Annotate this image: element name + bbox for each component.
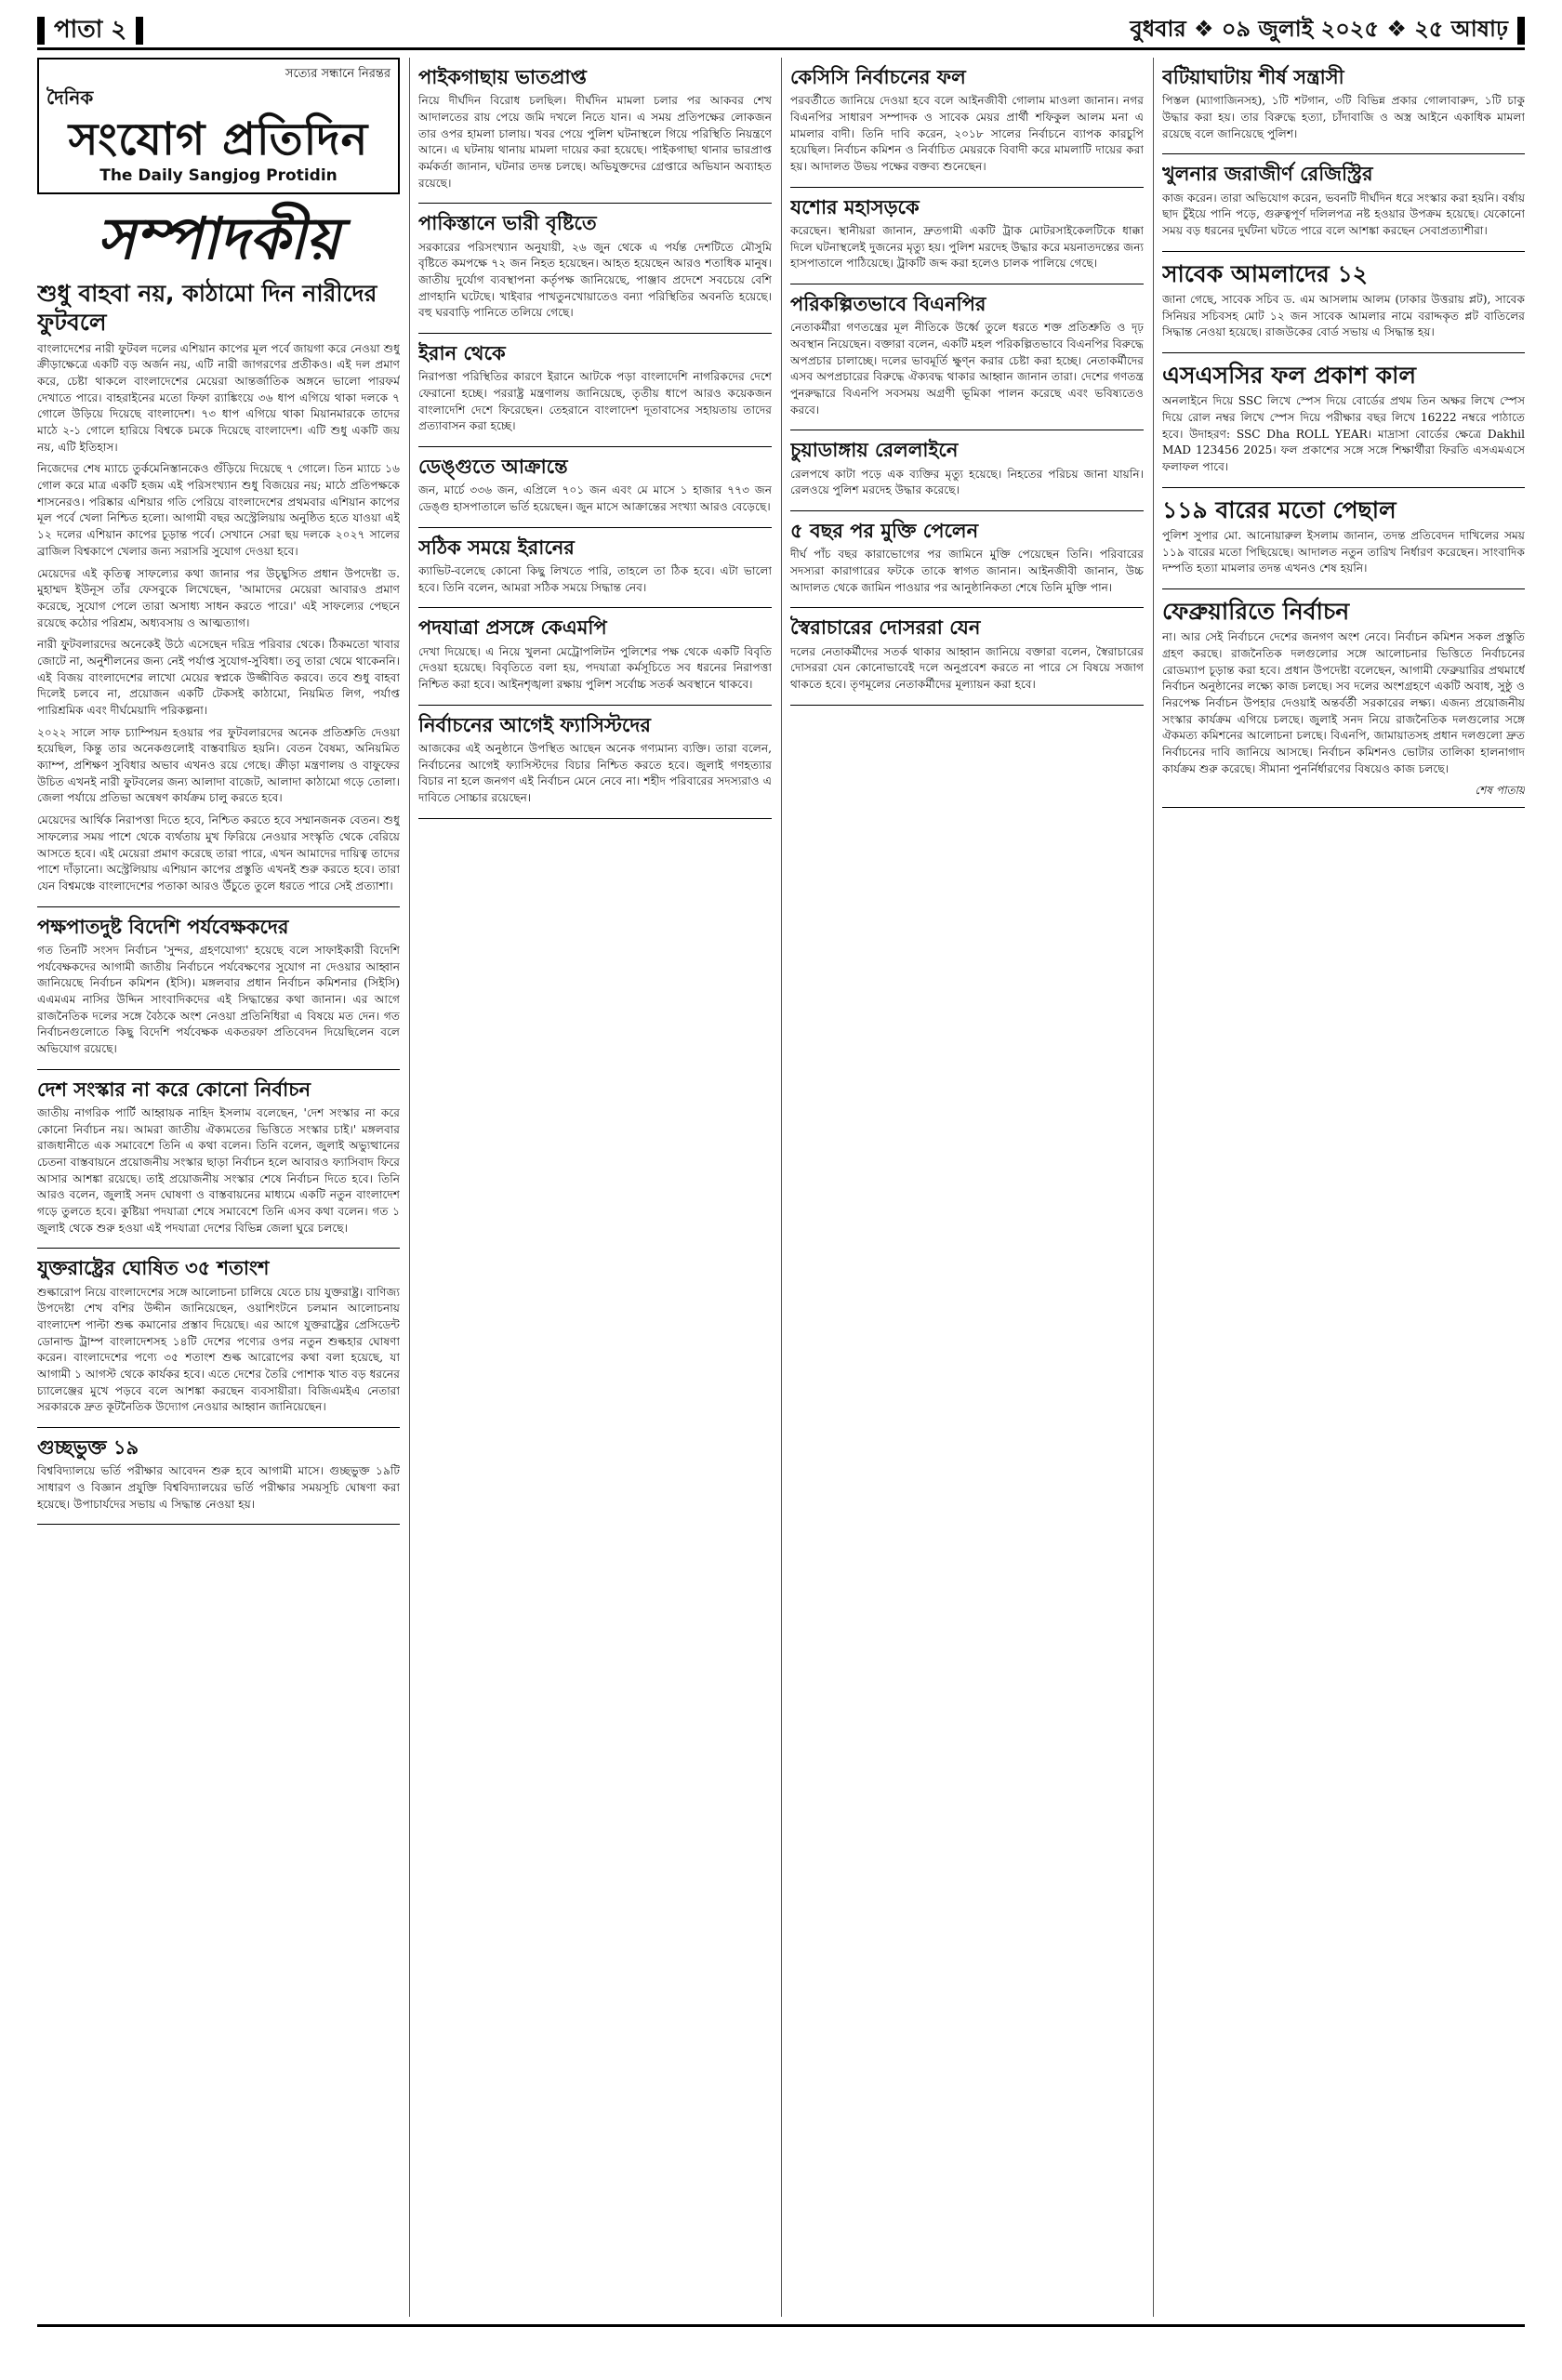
news-story xyxy=(790,292,1144,430)
column-rule xyxy=(1153,58,1154,2317)
story-body: জানা গেছে, সাবেক সচিব ড. এম আসলাম আলম (ঢাকার উত্তরায় প্লট), সাবেক সিনিয়র সচিবসহ মোট ১২ জন সাবেক আমলার নামে বরাদ্দকৃত প্লট বাতিলের সিদ্ধান্ত নেওয়া হয়েছে। রাজউকের বোর্ড সভায় এ সিদ্ধান্ত হয়। xyxy=(1162,292,1525,339)
story-headline: ৫ বছর পর মুক্তি পেলেন xyxy=(790,520,979,542)
story-body: পুলিশ সুপার মো. আনোয়ারুল ইসলাম জানান, তদন্ত প্রতিবেদন দাখিলের সময় ১১৯ বারের মতো পিছিয়েছে। আদালত নতুন তারিখ নির্ধারণ করেছেন। সাংবাদিক দম্পতি হত্যা মামলার তদন্ত এখনও শেষ হয়নি। xyxy=(1162,528,1525,575)
story-body: জন, মার্চে ৩৩৬ জন, এপ্রিলে ৭০১ জন এবং মে মাসে ১ হাজার ৭৭৩ জন ডেঙ্গু হাসপাতালে ভর্তি হয়েছেন। জুন মাসে আক্রান্তের সংখ্যা আরও বেড়েছে। xyxy=(418,483,772,513)
story-headline: পাইকগাছায় ভাতপ্রাপ্ত xyxy=(418,66,587,88)
date-bar xyxy=(1517,17,1525,45)
news-story xyxy=(418,536,772,609)
editorial-paragraph: বাংলাদেশের নারী ফুটবল দলের এশিয়ান কাপের মূল পর্বে জায়গা করে নেওয়া শুধু ক্রীড়াক্ষেত্রে একটি বড় অর্জন নয়, এটি নারী জাগরণের প্রতীকও। এই দল প্রমাণ করে, চেষ্টা থাকলে বাংলাদেশের মেয়েরা আন্তর্জাতিক অঙ্গনে ভালো পারফর্ম দেখাতে পারে। বাহরাইনের মতো ফিফা র‍্যাঙ্কিংয়ে ৩৬ ধাপ এগিয়ে থাকা দলকে ৭ গোলে উড়িয়ে দিয়েছে বাংলাদেশ। ৭৩ ধাপ এগিয়ে থাকা মিয়ানমারকে তাদের মাঠে ২-১ গোলে হারিয়ে বিশ্বকে চমকে দিয়েছে বাংলাদেশ। এটি শুধু একটি জয় নয়, এটি ইতিহাস। xyxy=(37,341,400,454)
story-body: ক্যাভিট-বলেছে কোনো কিছু লিখতে পারি, তাহলে তা ঠিক হবে। এটা ভালো হবে। তিনি বলেন, আমরা সঠিক সময়ে সিদ্ধান্ত নেব। xyxy=(418,563,772,594)
masthead-english: The Daily Sangjog Protidin xyxy=(99,165,338,185)
news-story xyxy=(1162,496,1525,589)
editorial-story xyxy=(37,279,400,907)
news-story xyxy=(1162,162,1525,251)
running-header xyxy=(37,13,1525,50)
column-rule xyxy=(409,58,410,2317)
story-body: দলের নেতাকর্মীদের সতর্ক থাকার আহ্বান জানিয়ে বক্তারা বলেন, স্বৈরাচারের দোসররা যেন কোনোভাবেই দলে অনুপ্রবেশ করতে না পারে সে বিষয়ে সজাগ থাকতে হবে। তৃণমূলের নেতাকর্মীদের মূল্যায়ন করা হবে। xyxy=(790,644,1144,691)
masthead-title: সংযোগ প্রতিদিন xyxy=(68,113,369,165)
story-body: অনলাইনে দিয়ে SSC লিখে স্পেস দিয়ে বোর্ডের প্রথম তিন অক্ষর লিখে স্পেস দিয়ে রোল নম্বর লিখে স্পেস দিয়ে পরীক্ষার বছর লিখে 16222 নম্বরে পাঠাতে হবে। উদাহরণ: SSC Dha ROLL YEAR। মাদ্রাসা বোর্ডের ক্ষেত্রে Dakhil MAD 123456 2025। ফল প্রকাশের সঙ্গে সঙ্গে শিক্ষার্থীরা ফিরতি এসএমএসে ফলাফল পাবে। xyxy=(1162,394,1525,473)
column-rule xyxy=(781,58,782,2317)
story-headline: যশোর মহাসড়কে xyxy=(790,195,920,218)
story-headline: দেশ সংস্কার না করে কোনো নির্বাচন xyxy=(37,1078,311,1101)
news-story xyxy=(418,455,772,528)
column-4 xyxy=(1162,58,1525,2317)
story-headline: খুলনার জরাজীর্ণ রেজিস্ট্রির xyxy=(1162,163,1373,186)
news-story xyxy=(418,65,772,204)
story-headline: ১১৯ বারের মতো পেছাল xyxy=(1162,496,1397,523)
story-body: দীর্ঘ পাঁচ বছর কারাভোগের পর জামিনে মুক্তি পেয়েছেন তিনি। পরিবারের সদস্যরা কারাগারের ফটকে তাকে স্বাগত জানান। আইনজীবী জানান, উচ্চ আদালত থেকে জামিন পাওয়ার পর আনুষ্ঠানিকতা শেষে তিনি মুক্তি পান। xyxy=(790,548,1144,594)
news-story xyxy=(1162,361,1525,488)
column-1 xyxy=(37,58,400,2317)
news-story xyxy=(418,341,772,447)
date-text: বুধবার ❖ ০৯ জুলাই ২০২৫ ❖ ২৫ আষাঢ় xyxy=(1130,15,1508,42)
story-body: দেখা দিয়েছে। এ নিয়ে খুলনা মেট্রোপলিটন পুলিশের পক্ষ থেকে একটি বিবৃতি দেওয়া হয়েছে। বিবৃতিতে বলা হয়, পদযাত্রা কর্মসূচিতে সব ধরনের নিরাপত্তা নিশ্চিত করা হবে। আইনশৃঙ্খলা রক্ষায় পুলিশ সর্বোচ্চ সতর্ক অবস্থানে থাকবে। xyxy=(418,644,772,691)
story-body: রেলপথে কাটা পড়ে এক ব্যক্তির মৃত্যু হয়েছে। নিহতের পরিচয় জানা যায়নি। রেলওয়ে পুলিশ মরদেহ উদ্ধার করেছে। xyxy=(790,467,1144,497)
news-story xyxy=(790,65,1144,188)
story-headline: ফেব্রুয়ারিতে নির্বাচন xyxy=(1162,597,1350,625)
story-headline: ইরান থেকে xyxy=(418,342,506,365)
story-body: কাজ করেন। তারা অভিযোগ করেন, ভবনটি দীর্ঘদিন ধরে সংস্কার করা হয়নি। বর্ষায় ছাদ চুঁইয়ে পানি পড়ে, গুরুত্বপূর্ণ দলিলপত্র নষ্ট হওয়ার উপক্রম হয়েছে। যেকোনো সময় বড় ধরনের দুর্ঘটনা ঘটতে পারে বলে আশঙ্কা করছেন সেবাপ্রত্যাশীরা। xyxy=(1162,191,1525,237)
page-label: পাতা ২ xyxy=(54,15,127,44)
editorial-paragraph: মেয়েদের আর্থিক নিরাপত্তা দিতে হবে, নিশ্চিত করতে হবে সম্মানজনক বেতন। শুধু সাফল্যের সময় পাশে থেকে ব্যর্থতায় মুখ ফিরিয়ে নেওয়ার সংস্কৃতি থেকে বেরিয়ে আসতে হবে। এই মেয়েরা প্রমাণ করেছে তারা পারে, এখন আমাদের দায়িত্ব তাদের পাশে দাঁড়ানো। অস্ট্রেলিয়ায় এশিয়ান কাপের প্রস্তুতি এখনই শুরু করতে হবে। তারা যেন বিশ্বমঞ্চে বাংলাদেশের পতাকা আরও উঁচুতে তুলে ধরতে পারে সেই প্রত্যাশা। xyxy=(37,813,400,892)
story-headline: বটিয়াঘাটায় শীর্ষ সন্ত্রাসী xyxy=(1162,66,1344,88)
story-headline: যুক্তরাষ্ট্রের ঘোষিত ৩৫ শতাংশ xyxy=(37,1257,270,1280)
story-headline: এসএসসির ফল প্রকাশ কাল xyxy=(1162,361,1417,389)
news-story xyxy=(37,915,400,1070)
news-story xyxy=(790,615,1144,705)
news-story xyxy=(790,438,1144,511)
story-body: করেছেন। স্থানীয়রা জানান, দ্রুতগামী একটি ট্রাক মোটরসাইকেলটিকে ধাক্কা দিলে ঘটনাস্থলেই দুজনের মৃত্যু হয়। পুলিশ মরদেহ উদ্ধার করে ময়নাতদন্তের জন্য হাসপাতালে পাঠিয়েছে। ট্রাকটি জব্দ করা হলেও চালক পালিয়ে গেছে। xyxy=(790,223,1144,271)
story-headline: সাবেক আমলাদের ১২ xyxy=(1162,259,1368,287)
news-story xyxy=(37,1435,400,1525)
story-headline: নির্বাচনের আগেই ফ্যাসিস্টদের xyxy=(418,713,651,736)
masthead xyxy=(37,58,400,194)
editorial-paragraph: নারী ফুটবলারদের অনেকেই উঠে এসেছেন দরিদ্র পরিবার থেকে। ঠিকমতো খাবার জোটে না, অনুশীলনের জন্য নেই পর্যাপ্ত সুযোগ-সুবিধা। তবু তারা থেমে থাকেননি। এই বিজয় বাংলাদেশের লাখো মেয়ের স্বপ্নকে উজ্জীবিত করবে। তবে শুধু বাহবা দিলেই চলবে না, প্রয়োজন একটি টেকসই কাঠামো, নিয়মিত লিগ, পর্যাপ্ত পারিশ্রমিক এবং দীর্ঘমেয়াদি পরিকল্পনা। xyxy=(37,638,400,718)
story-body: নিরাপত্তা পরিস্থিতির কারণে ইরানে আটকে পড়া বাংলাদেশি নাগরিকদের দেশে ফেরানো হচ্ছে। পররাষ্ট্র মন্ত্রণালয় জানিয়েছে, তৃতীয় ধাপে আরও কয়েকজন বাংলাদেশি দেশে ফিরেছেন। তেহরানে বাংলাদেশ দূতাবাসের সহায়তায় তাদের প্রত্যাবাসন করা হচ্ছে। xyxy=(418,370,772,433)
story-headline: পরিকল্পিতভাবে বিএনপির xyxy=(790,293,986,315)
story-headline: পাকিস্তানে ভারী বৃষ্টিতে xyxy=(418,212,597,235)
masthead-tagline: সত্যের সন্ধানে নিরন্তর xyxy=(285,67,390,81)
story-headline: সঠিক সময়ে ইরানের xyxy=(418,536,575,559)
editorial-paragraph: মেয়েদের এই কৃতিত্ব সাফল্যের কথা জানার পর উচ্ছ্বসিত প্রধান উপদেষ্টা ড. মুহাম্মদ ইউনূস তাঁর ফেসবুকে লিখেছেন, 'আমাদের মেয়েরা আবারও প্রমাণ করেছে, সুযোগ পেলে তারা অসাধ্য সাধন করতে পারে।' এই সাফল্যের পেছনে রয়েছে কঠোর পরিশ্রম, অধ্যবসায় ও আত্মত্যাগ। xyxy=(37,566,400,629)
newspaper-page xyxy=(37,58,1525,2317)
story-body: পরবর্তীতে জানিয়ে দেওয়া হবে বলে আইনজীবী গোলাম মাওলা জানান। নগর বিএনপির সাধারণ সম্পাদক ও সাবেক মেয়র প্রার্থী শফিকুল আলম মনা এ মামলার বাদী। তিনি দাবি করেন, ২০১৮ সালের নির্বাচনে ব্যাপক কারচুপি হয়েছিল। নির্বাচন কমিশন ও নির্বাচিত মেয়রকে বিবাদী করে মামলাটি দায়ের করা হয়। আদালত উভয় পক্ষের বক্তব্য শুনেছেন। xyxy=(790,94,1144,173)
news-story xyxy=(1162,65,1525,154)
editorial-paragraph: নিজেদের শেষ ম্যাচে তুর্কমেনিস্তানকেও গুঁড়িয়ে দিয়েছে ৭ গোলে। তিন ম্যাচে ১৬ গোল করে মাত্র একটি হজম এই পরিসংখ্যান শুধু বিজয়ের নয়; মাঠে প্রতিপক্ষকে শাসনেরও। পরিষ্কার এশিয়ার গতি পেরিয়ে বাংলাদেশের প্রথমবার এশিয়ান কাপের মূল পর্বে খেলা নিশ্চিত হলো। আগামী বছর অস্ট্রেলিয়ায় অনুষ্ঠিত হতে যাওয়া এই ১২ দলের এশিয়ান কাপের চূড়ান্ত পর্বে। সেখানে সেরা ছয় দলকে ২০২৭ সালের ব্রাজিল বিশ্বকাপে খেলার জন্য সরাসরি সুযোগ দেওয়া হবে। xyxy=(37,462,400,558)
story-body: সরকারের পরিসংখ্যান অনুযায়ী, ২৬ জুন থেকে এ পর্যন্ত দেশটিতে মৌসুমি বৃষ্টিতে কমপক্ষে ৭২ জন নিহত হয়েছেন। আহত হয়েছেন আরও শতাধিক মানুষ। জাতীয় দুর্যোগ ব্যবস্থাপনা কর্তৃপক্ষ জানিয়েছে, পাঞ্জাব প্রদেশে সবচেয়ে বেশি প্রাণহানি ঘটেছে। খাইবার পাখতুনখোয়াতেও বন্যা পরিস্থিতির অবনতি হয়েছে। বহু ঘরবাড়ি পানিতে তলিয়ে গেছে। xyxy=(418,240,772,320)
issue-date xyxy=(1130,12,1525,49)
story-headline: স্বৈরাচারের দোসররা যেন xyxy=(790,616,981,640)
story-body: শুল্কারোপ নিয়ে বাংলাদেশের সঙ্গে আলোচনা চালিয়ে যেতে চায় যুক্তরাষ্ট্র। বাণিজ্য উপদেষ্টা শেখ বশির উদ্দীন জানিয়েছেন, ওয়াশিংটনে চলমান আলোচনায় বাংলাদেশ পাল্টা শুল্ক কমানোর প্রস্তাব দিয়েছে। এর আগে যুক্তরাষ্ট্রের প্রেসিডেন্ট ডোনাল্ড ট্রাম্প বাংলাদেশসহ ১৪টি দেশের পণ্যের ওপর নতুন শুল্কহার ঘোষণা করেন। বাংলাদেশের পণ্যে ৩৫ শতাংশ শুল্ক আরোপের কথা বলা হয়েছে, যা আগামী ১ আগস্ট থেকে কার্যকর হবে। এতে দেশের তৈরি পোশাক খাত বড় ধরনের চ্যালেঞ্জের মুখে পড়বে বলে আশঙ্কা করছেন ব্যবসায়ীরা। বিজিএমইএ নেতারা সরকারকে দ্রুত কূটনৈতিক উদ্যোগ নেওয়ার আহ্বান জানিয়েছেন। xyxy=(37,1285,400,1414)
news-story xyxy=(418,713,772,819)
story-headline: গুচ্ছভুক্ত ১৯ xyxy=(37,1436,139,1460)
column-3 xyxy=(790,58,1144,2317)
masthead-pre: দৈনিক xyxy=(46,86,94,109)
story-body: পিস্তল (ম্যাগাজিনসহ), ১টি শটগান, ৩টি বিভিন্ন প্রকার গোলাবারুদ, ১টি চাকু উদ্ধার করা হয়। তার বিরুদ্ধে হত্যা, চাঁদাবাজি ও অস্ত্র আইনে একাধিক মামলা রয়েছে বলে জানিয়েছে পুলিশ। xyxy=(1162,94,1525,140)
story-body: না। আর সেই নির্বাচনে দেশের জনগণ অংশ নেবে। নির্বাচন কমিশন সকল প্রস্তুতি গ্রহণ করছে। রাজনৈতিক দলগুলোর সঙ্গে আলোচনার ভিত্তিতে নির্বাচনের রোডম্যাপ চূড়ান্ত করা হবে। প্রধান উপদেষ্টা বলেছেন, আগামী ফেব্রুয়ারির প্রথমার্ধে নির্বাচন অনুষ্ঠানের লক্ষ্যে কাজ চলছে। সব দলের অংশগ্রহণে একটি অবাধ, সুষ্ঠু ও নিরপেক্ষ নির্বাচন উপহার দেওয়াই অন্তর্বর্তী সরকারের লক্ষ্য। এজন্য প্রয়োজনীয় সংস্কার কার্যক্রম এগিয়ে চলছে। জুলাই সনদ নিয়ে রাজনৈতিক দলগুলোর সঙ্গে ঐকমত্য কমিশনের আলোচনা চলছে। বিএনপি, জামায়াতসহ প্রধান দলগুলো দ্রুত নির্বাচনের দাবি জানিয়ে আসছে। নির্বাচন কমিশনও ভোটার তালিকা হালনাগাদ কার্যক্রম শুরু করেছে। সীমানা পুনর্নির্ধারণের বিষয়েও কাজ চলছে। xyxy=(1162,630,1525,775)
story-headline: পক্ষপাতদুষ্ট বিদেশি পর্যবেক্ষকদের xyxy=(37,915,289,938)
editorial-paragraph: ২০২২ সালে সাফ চ্যাম্পিয়ন হওয়ার পর ফুটবলারদের অনেক প্রতিশ্রুতি দেওয়া হয়েছিল, কিন্তু তার অনেকগুলোই বাস্তবায়িত হয়নি। বেতন বৈষম্য, অনিয়মিত ক্যাম্প, প্রশিক্ষণ সুবিধার অভাব এখনও রয়ে গেছে। ক্রীড়া মন্ত্রণালয় ও বাফুফের উচিত এখনই নারী ফুটবলের জন্য আলাদা বাজেট, আলাদা কাঠামো গড়ে তোলা। জেলা পর্যায়ে প্রতিভা অন্বেষণ কার্যক্রম চালু করতে হবে। xyxy=(37,725,400,805)
news-story xyxy=(37,1078,400,1250)
story-body: গত তিনটি সংসদ নির্বাচন 'সুন্দর, গ্রহণযোগ্য' হয়েছে বলে সাফাইকারী বিদেশি পর্যবেক্ষকদের আগামী জাতীয় নির্বাচনে পর্যবেক্ষণের সুযোগ না দেওয়ার আহ্বান জানিয়েছে নির্বাচন কমিশন (ইসি)। মঙ্গলবার প্রধান নির্বাচন কমিশনার (সিইসি) এএমএম নাসির উদ্দিন সাংবাদিকদের এই সিদ্ধান্তের কথা জানান। এর আগে রাজনৈতিক দলের সঙ্গে বৈঠকে অংশ নেওয়া প্রতিনিধিরা এ বিষয়ে মত দেন। গত নির্বাচনগুলোতে কিছু বিদেশি পর্যবেক্ষক একতরফা প্রতিবেদন দিয়েছিলেন বলে অভিযোগ রয়েছে। xyxy=(37,943,400,1055)
news-story xyxy=(1162,259,1525,353)
page-bar-left xyxy=(37,17,45,45)
news-story xyxy=(37,1256,400,1428)
story-headline: ডেঙ্গুতে আক্রান্তে xyxy=(418,456,568,479)
news-story xyxy=(418,211,772,334)
story-body: নিয়ে দীর্ঘদিন বিরোধ চলছিল। দীর্ঘদিন মামলা চলার পর আকবর শেখ আদালতের রায় পেয়ে জমি দখলে নিতে যান। এ সময় প্রতিপক্ষের লোকজন তার ওপর হামলা চালায়। খবর পেয়ে পুলিশ ঘটনাস্থলে গিয়ে পরিস্থিতি নিয়ন্ত্রণে আনে। এ ঘটনায় থানায় মামলা দায়ের করা হয়েছে। পাইকগাছা থানার ভারপ্রাপ্ত কর্মকর্তা জানান, ঘটনার তদন্ত চলছে। অভিযুক্তদের গ্রেপ্তারে অভিযান অব্যাহত রয়েছে। xyxy=(418,94,772,190)
story-headline: চুয়াডাঙ্গায় রেললাইনে xyxy=(790,439,959,462)
story-headline: পদযাত্রা প্রসঙ্গে কেএমপি xyxy=(418,616,607,640)
column-2 xyxy=(418,58,772,2317)
story-body: আজকের এই অনুষ্ঠানে উপস্থিত আছেন অনেক গণ্যমান্য ব্যক্তি। তারা বলেন, নির্বাচনের আগেই ফ্যাসিস্টদের বিচার নিশ্চিত করতে হবে। জুলাই গণহত্যার বিচার না হলে জনগণ এই নির্বাচন মেনে নেবে না। শহীদ পরিবারের সদস্যরাও এ দাবিতে সোচ্চার রয়েছেন। xyxy=(418,741,772,804)
page-bar-right xyxy=(136,17,143,45)
news-story xyxy=(418,615,772,705)
news-story xyxy=(790,519,1144,608)
news-story xyxy=(790,195,1144,284)
story-body: বিশ্ববিদ্যালয়ে ভর্তি পরীক্ষার আবেদন শুরু হবে আগামী মাসে। গুচ্ছভুক্ত ১৯টি সাধারণ ও বিজ্ঞান প্রযুক্তি বিশ্ববিদ্যালয়ের ভর্তি পরীক্ষার সময়সূচি ঘোষণা করা হয়েছে। উপাচার্যদের সভায় এ সিদ্ধান্ত নেওয়া হয়। xyxy=(37,1464,400,1511)
continued-note: শেষ পাতায় xyxy=(1475,784,1525,798)
story-body: জাতীয় নাগরিক পার্টি আহ্বায়ক নাহিদ ইসলাম বলেছেন, 'দেশ সংস্কার না করে কোনো নির্বাচন নয়। আমরা জাতীয় ঐক্যমতের ভিত্তিতে সংস্কার চাই।' মঙ্গলবার রাজধানীতে এক সমাবেশে তিনি এ কথা বলেন। তিনি বলেন, জুলাই অভ্যুত্থানের চেতনা বাস্তবায়নে প্রয়োজনীয় সংস্কার ছাড়া নির্বাচন হলে আবারও ফ্যাসিবাদ ফিরে আসার আশঙ্কা রয়েছে। তাই প্রয়োজনীয় সংস্কার শেষে নির্বাচন দিতে হবে। তিনি আরও বলেন, জুলাই সনদ ঘোষণা ও বাস্তবায়নের মাধ্যমে একটি নতুন বাংলাদেশ গড়ে তুলতে হবে। কুষ্টিয়া পদযাত্রা শেষে সমাবেশে তিনি এসব কথা বলেন। গত ১ জুলাই থেকে শুরু হওয়া এই পদযাত্রা দেশের বিভিন্ন জেলা ঘুরে চলছে। xyxy=(37,1105,400,1235)
footer-rule xyxy=(37,2324,1525,2327)
editorial-title: সম্পাদকীয় xyxy=(97,204,340,272)
story-body: নেতাকর্মীরা গণতন্ত্রের মূল নীতিকে উর্ধ্বে তুলে ধরতে শক্ত প্রতিশ্রুতি ও দৃঢ় অবস্থান নিয়েছেন। বক্তারা বলেন, একটি মহল পরিকল্পিতভাবে বিএনপির বিরুদ্ধে অপপ্রচার চালাচ্ছে। দলের ভাবমূর্তি ক্ষুণ্ন করার চেষ্টা করা হচ্ছে। নেতাকর্মীদের এসব অপপ্রচারের বিরুদ্ধে ঐক্যবদ্ধ থাকার আহ্বান জানান তারা। দেশের গণতন্ত্র পুনরুদ্ধারে বিএনপি সবসময় অগ্রণী ভূমিকা পালন করেছে এবং ভবিষ্যতেও করবে। xyxy=(790,321,1144,416)
news-story xyxy=(1162,597,1525,808)
editorial-headline: শুধু বাহবা নয়, কাঠামো দিন নারীদের ফুটবলে xyxy=(37,280,377,337)
story-headline: কেসিসি নির্বাচনের ফল xyxy=(790,66,966,88)
page-number xyxy=(37,10,143,51)
